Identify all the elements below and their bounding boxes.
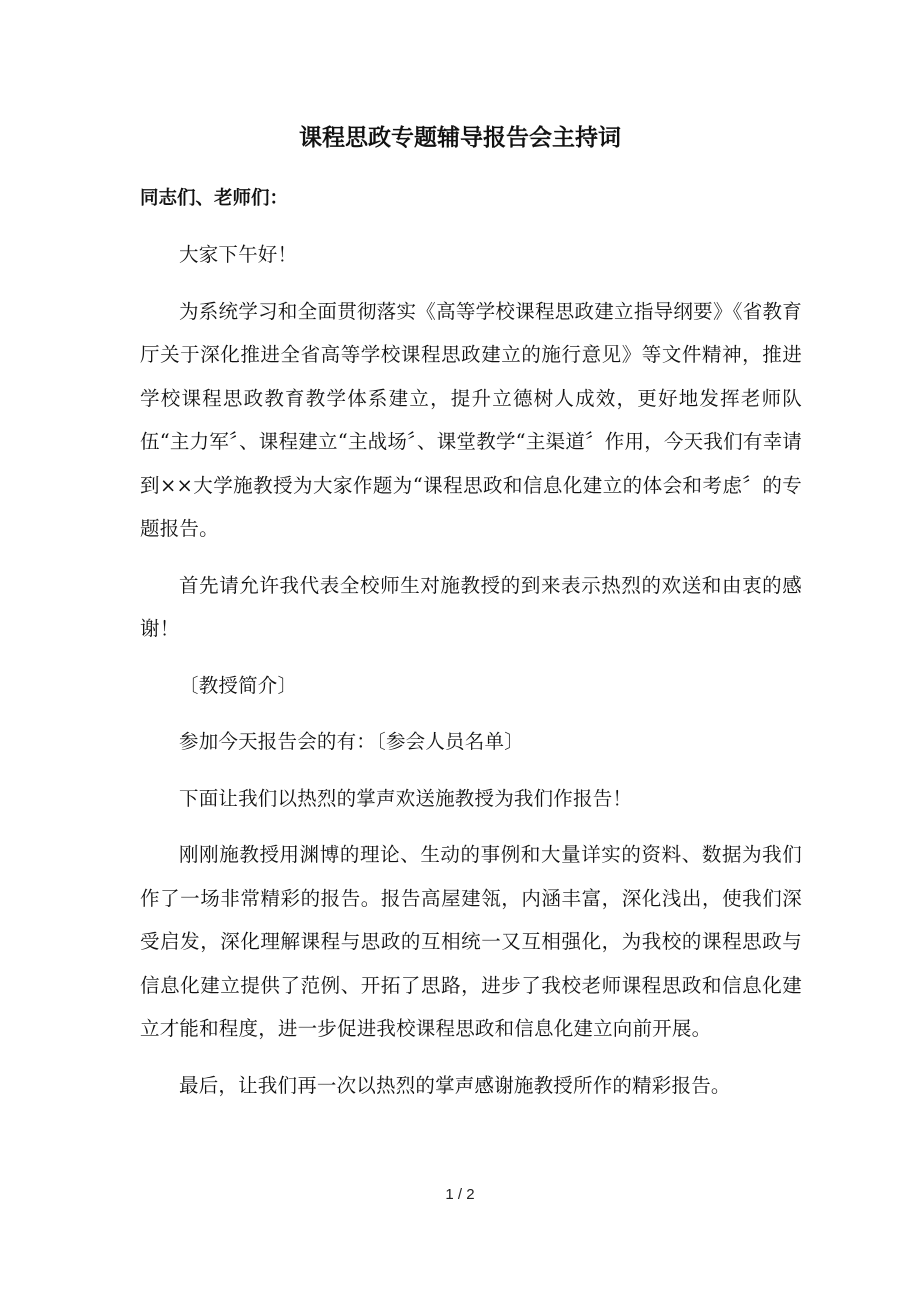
paragraph-greeting: 大家下午好！ bbox=[179, 243, 298, 266]
paragraph-welcome: 首先请允许我代表全校师生对施教授的到来表示热烈的欢送和由衷的感谢！ bbox=[140, 573, 802, 640]
document-title: 课程思政专题辅导报告会主持词 bbox=[299, 125, 621, 151]
paragraph-summary: 刚刚施教授用渊博的理论、生动的事例和大量详实的资料、数据为我们作了一场非常精彩的报告。报告高屋建瓴，内涵丰富，深化浅出，使我们深受启发，深化理解课程与思政的互相统一又互相强化，为我校的课程思政与信息化建立提供了范例、开拓了思路，进步了我校老师课程思政和信息化建立才能和程度，进一步促进我校课程思政和信息化建立向前开展。 bbox=[140, 843, 802, 1040]
paragraph-professor-bio: 〔教授简介〕 bbox=[179, 673, 298, 697]
page-number: 1 / 2 bbox=[445, 1186, 475, 1203]
paragraph-introduction: 为系统学习和全面贯彻落实《高等学校课程思政建立指导纲要》《省教育厅关于深化推进全省高等学校课程思政建立的施行意见》等文件精神，推进学校课程思政教育教学体系建立，提升立德树人成效，更好地发挥老师队伍“主力军〞、课程建立“主战场〞、课堂教学“主渠道〞作用，今天我们有幸请到××大学施教授为大家作题为“课程思政和信息化建立的体会和考虑〞的专题报告。 bbox=[140, 299, 802, 540]
paragraph-attendees: 参加今天报告会的有：〔参会人员名单〕 bbox=[179, 730, 524, 753]
salutation: 同志们、老师们： bbox=[140, 188, 289, 209]
paragraph-closing: 最后，让我们再一次以热烈的掌声感谢施教授所作的精彩报告。 bbox=[179, 1073, 731, 1097]
paragraph-invite-report: 下面让我们以热烈的掌声欢送施教授为我们作报告！ bbox=[179, 786, 633, 810]
document-body bbox=[140, 178, 802, 1120]
